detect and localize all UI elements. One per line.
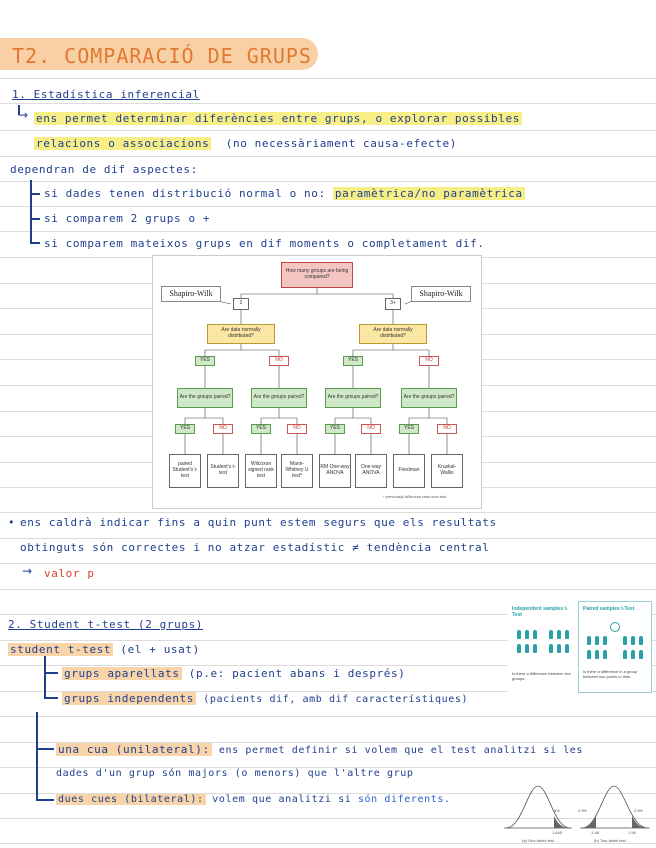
test-friedman: Friedman (393, 454, 425, 488)
person-icon (595, 650, 599, 659)
person-icon (631, 650, 635, 659)
ruled-line (0, 103, 656, 104)
independent-text: Is there a difference between two groups. (512, 671, 571, 681)
bracket-tick (30, 242, 40, 244)
person-icon (525, 644, 529, 653)
s1-bullet1-wrap (44, 187, 525, 200)
node-shapiro-left: Shapiro-Wilk (161, 286, 221, 302)
s2-item2a: grups independents (64, 692, 195, 705)
bullet-dot: • (8, 516, 16, 529)
node-yes: YES (175, 424, 195, 434)
node-no: NO (419, 356, 439, 366)
ruled-line (0, 231, 656, 232)
s2-tail1b: ens permet definir si volem que el test analitzi si les (218, 745, 584, 756)
person-icon (525, 630, 529, 639)
node-paired: Are the groups paired? (251, 388, 307, 408)
arrow-icon: → (18, 108, 29, 122)
s2-item2b: (pacients dif, amb dif característiques) (203, 694, 469, 705)
node-no: NO (361, 424, 381, 434)
node-normal-left: Are data normally distributed? (207, 324, 275, 344)
person-icon (587, 650, 591, 659)
ruled-line (0, 538, 656, 539)
clock-icon (610, 622, 620, 632)
ruled-line (0, 156, 656, 157)
s1b-line2: obtinguts són correctes i no atzar estadístic ≠ tendència central (20, 541, 490, 554)
test-one-way-anova: One-way ANOVA (355, 454, 387, 488)
node-paired: Are the groups paired? (401, 388, 457, 408)
s1-bullet3: si comparem mateixos grups en dif moments o completament dif. (44, 237, 485, 250)
paired-title: Paired samples t-Test (583, 606, 635, 612)
test-mann-whitney: Mann-Whitney U test* (281, 454, 313, 488)
test-student-t: Student's t-test (207, 454, 239, 488)
person-icon (557, 644, 561, 653)
ruled-line (0, 512, 656, 513)
tick-one-tail: 1.645 (552, 830, 563, 835)
s2-subheading-tail: (el + usat) (120, 643, 200, 656)
bracket-tick (30, 193, 40, 195)
ruled-line (0, 78, 656, 79)
independent-title: Independent samples t-Test (512, 606, 568, 618)
test-wilcoxon: Wilcoxon signed rank test (245, 454, 277, 488)
node-normal-right: Are data normally distributed? (359, 324, 427, 344)
s1b-line1: ens caldrà indicar fins a quin punt estem segurs que els resultats (20, 516, 497, 529)
s1-bullet1b: paramètrica/no paramètrica (334, 187, 523, 200)
test-paired-t: paired Student's t-test (169, 454, 201, 488)
node-no: NO (213, 424, 233, 434)
test-kruskal-wallis: Kruskal-Wallis (431, 454, 463, 488)
arrow-icon: → (22, 564, 33, 578)
s2-tail2-wrap (56, 794, 451, 805)
bracket-tick (44, 672, 58, 674)
node-yes: YES (195, 356, 215, 366)
person-icon (565, 630, 569, 639)
person-icon (533, 630, 537, 639)
person-icon (517, 644, 521, 653)
node-no: NO (269, 356, 289, 366)
tick-two-tail-right: 1.96 (628, 830, 636, 835)
person-icon (623, 650, 627, 659)
person-icon (631, 636, 635, 645)
node-more-groups: 3+ (385, 298, 401, 310)
pct-one-tail: 5% (554, 808, 560, 813)
node-yes: YES (251, 424, 271, 434)
person-icon (603, 636, 607, 645)
person-icon (517, 630, 521, 639)
paired-text: Is there a difference in a group between two points in time. (583, 669, 638, 679)
tick-two-tail-left: -1.96 (590, 830, 600, 835)
bracket-line (44, 656, 46, 698)
ruled-line (0, 716, 656, 717)
node-yes: YES (343, 356, 363, 366)
section2-heading: 2. Student t-test (2 grups) (8, 618, 204, 631)
bracket-tick (44, 697, 58, 699)
s2-item1a: grups aparellats (64, 667, 180, 680)
page-title: T2. COMPARACIÓ DE GRUPS (12, 44, 312, 68)
node-no: NO (287, 424, 307, 434)
ruled-line (0, 843, 656, 844)
bracket-tick (36, 748, 54, 750)
bracket-tick (30, 218, 40, 220)
s2-tail1-wrap (56, 743, 583, 756)
person-icon (639, 650, 643, 659)
person-icon (549, 630, 553, 639)
s2-tail1a: una cua (unilateral): (58, 743, 210, 756)
caption-one-tailed: (a) One-tailed test (522, 838, 555, 843)
s1b-p-value: valor p (44, 567, 95, 580)
ruled-line (0, 181, 656, 182)
node-paired: Are the groups paired? (325, 388, 381, 408)
person-icon (565, 644, 569, 653)
pct-two-tail-right: 2.5% (634, 808, 644, 813)
ruled-line (0, 563, 656, 564)
s2-tail2b: volem que analitzi si (212, 794, 352, 805)
node-how-many-groups: How many groups are being compared? (281, 262, 353, 288)
ruled-line (0, 589, 656, 590)
person-icon (639, 636, 643, 645)
s1-line2: dependran de dif aspectes: (10, 163, 198, 176)
independent-samples-card (508, 601, 578, 693)
s2-sub-wrap (8, 643, 200, 656)
section1-heading: 1. Estadística inferencial (12, 88, 200, 101)
paired-samples-card (578, 601, 652, 693)
flowchart-footnote: * previously Wilcoxon rank-sum test (383, 494, 447, 499)
s2-item2-wrap (62, 692, 468, 705)
s1-bullet2: si comparem 2 grups o + (44, 212, 211, 225)
caption-two-tailed: (b) Two-tailed test (594, 838, 626, 843)
s1-line1c: (no necessàriament causa-efecte) (225, 137, 457, 150)
person-icon (533, 644, 537, 653)
node-yes: YES (325, 424, 345, 434)
person-icon (595, 636, 599, 645)
test-rm-anova: RM One-way ANOVA (319, 454, 351, 488)
ruled-line (0, 130, 656, 131)
ruled-line (0, 206, 656, 207)
s1-line1b: relacions o associacions (36, 137, 210, 150)
person-icon (603, 650, 607, 659)
pct-two-tail-left: 2.5% (578, 808, 588, 813)
person-icon (549, 644, 553, 653)
node-shapiro-right: Shapiro-Wilk (411, 286, 471, 302)
s2-item1-wrap (62, 667, 405, 680)
person-icon (587, 636, 591, 645)
bracket-tick (36, 799, 54, 801)
node-no: NO (437, 424, 457, 434)
s2-item1b: (p.e: pacient abans i després) (188, 667, 406, 680)
s2-tail2a: dues cues (bilateral): (58, 794, 204, 805)
s2-tail2c: són diferents. (357, 794, 451, 805)
person-icon (623, 636, 627, 645)
node-paired: Are the groups paired? (177, 388, 233, 408)
s2-subheading: student t-test (10, 643, 112, 656)
bracket-line (30, 180, 32, 242)
bracket-line (36, 712, 38, 800)
s1-line1a-wrap (34, 112, 522, 125)
node-yes: YES (399, 424, 419, 434)
person-icon (557, 630, 561, 639)
s1-line1a: ens permet determinar diferències entre grups, o explorar possibles (36, 112, 520, 125)
s1-bullet1a: si dades tenen distribució normal o no: (44, 187, 326, 200)
s2-tail1c: dades d'un grup són majors (o menors) que l'altre grup (56, 768, 414, 779)
node-two-groups: 2 (233, 298, 249, 310)
statistical-test-flowchart (152, 255, 482, 509)
s1-line1b-wrap (34, 137, 457, 150)
